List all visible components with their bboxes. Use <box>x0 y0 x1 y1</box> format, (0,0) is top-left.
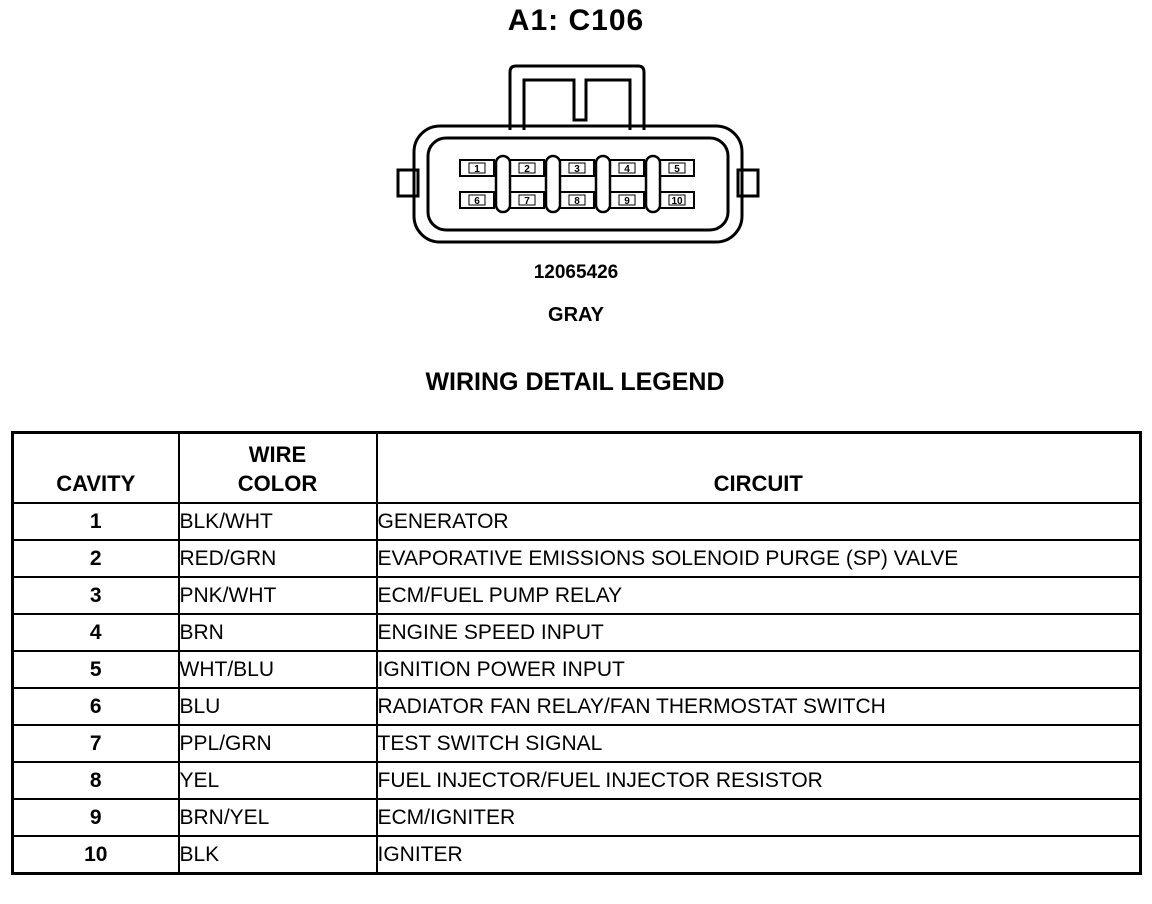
wire-color-cell: YEL <box>179 762 377 799</box>
connector-cavity <box>610 192 644 208</box>
header-circuit: CIRCUIT <box>377 433 1141 504</box>
part-number: 12065426 <box>533 262 619 283</box>
connector-color: GRAY <box>548 304 604 326</box>
connector-cavity <box>510 160 544 176</box>
wire-color-cell: PPL/GRN <box>179 725 377 762</box>
wire-color-cell: BLU <box>179 688 377 725</box>
wire-color-cell: RED/GRN <box>179 540 377 577</box>
cavity-number-label: 2 <box>524 164 530 175</box>
cavity-number-label: 1 <box>474 164 480 175</box>
table-row <box>13 762 1141 799</box>
circuit-cell: IGNITION POWER INPUT <box>377 651 1141 688</box>
table-row <box>13 540 1141 577</box>
cavity-cell: 10 <box>13 836 179 874</box>
table-header-row <box>13 433 1141 504</box>
circuit-cell: FUEL INJECTOR/FUEL INJECTOR RESISTOR <box>377 762 1141 799</box>
connector-diagram <box>390 60 770 250</box>
cavity-cell: 1 <box>13 503 179 540</box>
cavity-cell: 2 <box>13 540 179 577</box>
cavity-number-label: 5 <box>674 164 680 175</box>
cavity-number-label: 10 <box>671 196 683 207</box>
connector-cavity <box>460 160 494 176</box>
header-wire-color <box>179 433 377 504</box>
circuit-cell: GENERATOR <box>377 503 1141 540</box>
circuit-cell: RADIATOR FAN RELAY/FAN THERMOSTAT SWITCH <box>377 688 1141 725</box>
header-wire-line1: WIRE <box>248 442 307 467</box>
connector-cavity <box>560 160 594 176</box>
cavity-number-label: 4 <box>624 164 630 175</box>
cavity-number-label: 6 <box>474 196 480 207</box>
header-cavity: CAVITY <box>13 433 179 504</box>
wire-color-cell: WHT/BLU <box>179 651 377 688</box>
connector-cavity <box>510 192 544 208</box>
cavity-cell: 5 <box>13 651 179 688</box>
wiring-legend-table <box>11 431 1142 875</box>
table-row <box>13 614 1141 651</box>
cavity-number-label: 3 <box>574 164 580 175</box>
legend-title: WIRING DETAIL LEGEND <box>425 368 725 396</box>
cavity-number-label: 9 <box>624 196 630 207</box>
header-wire-line2: COLOR <box>237 471 318 496</box>
connector-title: A1: C106 <box>507 4 645 37</box>
connector-cavity <box>610 160 644 176</box>
circuit-cell: IGNITER <box>377 836 1141 874</box>
connector-cavity <box>660 160 694 176</box>
cavity-cell: 4 <box>13 614 179 651</box>
table-row <box>13 688 1141 725</box>
circuit-cell: ECM/FUEL PUMP RELAY <box>377 577 1141 614</box>
cavity-cell: 7 <box>13 725 179 762</box>
circuit-cell: ECM/IGNITER <box>377 799 1141 836</box>
cavity-cell: 9 <box>13 799 179 836</box>
cavity-cell: 8 <box>13 762 179 799</box>
connector-cavity <box>660 192 694 208</box>
wire-color-cell: BLK/WHT <box>179 503 377 540</box>
wire-color-cell: PNK/WHT <box>179 577 377 614</box>
table-row <box>13 836 1141 874</box>
table-row <box>13 725 1141 762</box>
table-row <box>13 651 1141 688</box>
table-row <box>13 577 1141 614</box>
cavity-cell: 6 <box>13 688 179 725</box>
table-row <box>13 799 1141 836</box>
wire-color-cell: BRN <box>179 614 377 651</box>
wire-color-cell: BRN/YEL <box>179 799 377 836</box>
connector-cavity <box>460 192 494 208</box>
circuit-cell: TEST SWITCH SIGNAL <box>377 725 1141 762</box>
wire-color-cell: BLK <box>179 836 377 874</box>
table-row <box>13 503 1141 540</box>
circuit-cell: ENGINE SPEED INPUT <box>377 614 1141 651</box>
cavity-number-label: 8 <box>574 196 580 207</box>
cavity-cell: 3 <box>13 577 179 614</box>
cavity-number-label: 7 <box>524 196 530 207</box>
circuit-cell: EVAPORATIVE EMISSIONS SOLENOID PURGE (SP) VALVE <box>377 540 1141 577</box>
connector-cavity <box>560 192 594 208</box>
